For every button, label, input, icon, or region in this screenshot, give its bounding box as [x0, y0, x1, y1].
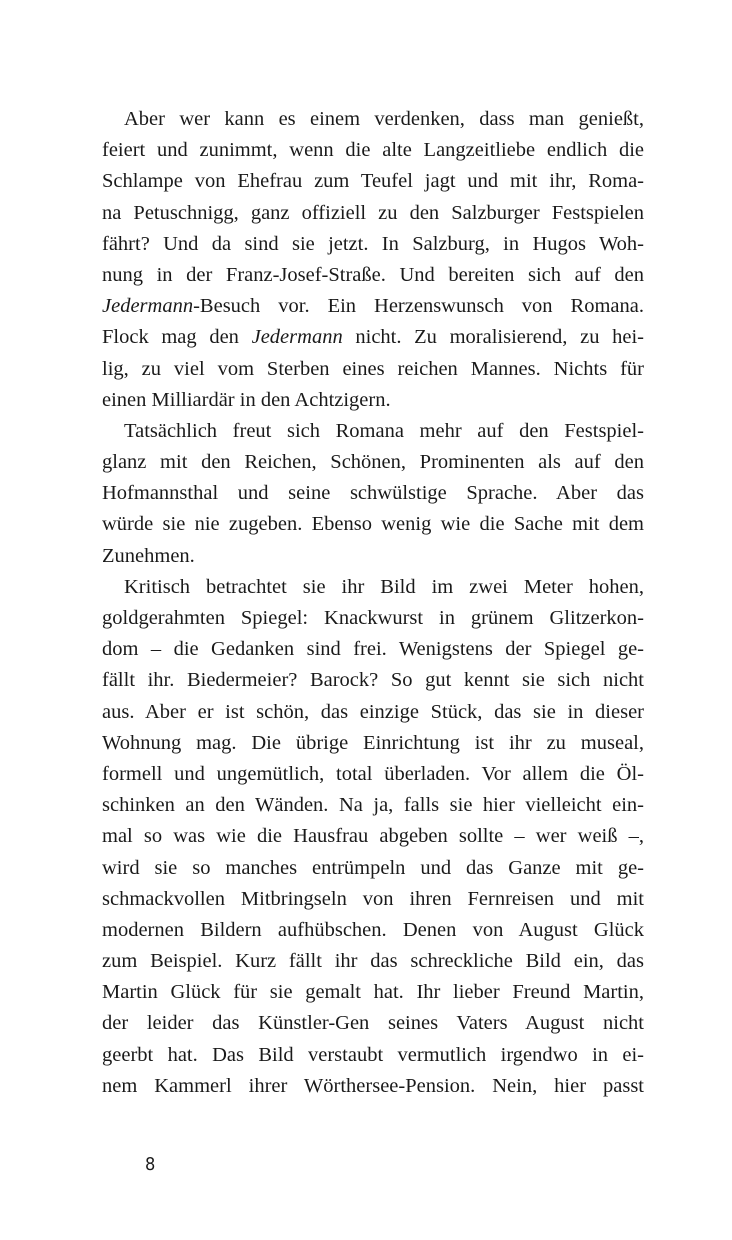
text-run: einen Milliardär in den Achtzigern. [102, 388, 391, 411]
text-line [102, 354, 644, 385]
text-run: nicht. Zu moralisierend, zu hei- [342, 326, 644, 349]
text-line [102, 977, 644, 1008]
text-run: Kritisch betrachtet sie ihr Bild im zwei Meter hohen, [124, 575, 644, 598]
text-run: wird sie so manches entrümpeln und das Ganze mit ge- [102, 856, 644, 879]
page-number: 8 [145, 1154, 156, 1175]
text-run: Tatsächlich freut sich Romana mehr auf den Festspiel- [124, 419, 644, 442]
text-line [102, 135, 644, 166]
text-line [102, 790, 644, 821]
text-run: glanz mit den Reichen, Schönen, Prominenten als auf den [102, 451, 644, 474]
text-line [102, 759, 644, 790]
text-run: nung in der Franz-Josef-Straße. Und bereiten sich auf den [102, 263, 644, 286]
text-line [102, 104, 644, 135]
text-run: geerbt hat. Das Bild verstaubt vermutlich irgendwo in ei- [102, 1043, 644, 1066]
text-line [102, 697, 644, 728]
text-run: schinken an den Wänden. Na ja, falls sie hier vielleicht ein- [102, 794, 644, 817]
text-line [102, 1071, 644, 1102]
text-run: mal so was wie die Hausfrau abgeben sollte – wer weiß –, [102, 825, 644, 848]
text-line [102, 478, 644, 509]
text-run: würde sie nie zugeben. Ebenso wenig wie die Sache mit dem [102, 513, 644, 536]
text-run: goldgerahmten Spiegel: Knackwurst in grünem Glitzerkon- [102, 607, 644, 629]
text-line [102, 385, 644, 416]
text-line [102, 572, 644, 603]
text-line [102, 447, 644, 478]
text-run: Hofmannsthal und seine schwülstige Sprache. Aber das [102, 482, 644, 505]
text-run: fällt ihr. Biedermeier? Barock? So gut kennt sie sich nicht [102, 669, 644, 692]
text-line [102, 853, 644, 884]
text-line [102, 260, 644, 291]
text-run: der leider das Künstler-Gen seines Vaters August nicht [102, 1012, 644, 1035]
text-run: Flock mag den [102, 326, 252, 349]
text-line [102, 541, 644, 572]
text-line [102, 291, 644, 322]
text-run: modernen Bildern aufhübschen. Denen von August Glück [102, 918, 644, 941]
text-run: -Besuch vor. Ein Herzenswunsch von Romana. [193, 295, 644, 318]
text-run: lig, zu viel vom Sterben eines reichen Mannes. Nichts für [102, 357, 644, 380]
text-run: Martin Glück für sie gemalt hat. Ihr lieber Freund Martin, [102, 981, 644, 1004]
text-run: na Petuschnigg, ganz offiziell zu den Salzburger Festspielen [102, 201, 644, 224]
text-line [102, 1040, 644, 1071]
text-line [102, 915, 644, 946]
text-run: Zunehmen. [102, 544, 195, 567]
text-line [102, 603, 644, 634]
text-run: nem Kammerl ihrer Wörthersee-Pension. Nein, hier passt [102, 1074, 644, 1097]
text-run: Wohnung mag. Die übrige Einrichtung ist ihr zu museal, [102, 731, 644, 754]
text-run: aus. Aber er ist schön, das einzige Stück, das sie in dieser [102, 700, 644, 723]
paragraph [102, 572, 644, 1102]
text-line [102, 322, 644, 353]
text-run: Aber wer kann es einem verdenken, dass man genießt, [124, 108, 644, 130]
text-line [102, 821, 644, 852]
text-run: zum Beispiel. Kurz fällt ihr das schreckliche Bild ein, das [102, 950, 644, 973]
text-run: dom – die Gedanken sind frei. Wenigstens der Spiegel ge- [102, 638, 644, 661]
text-line [102, 728, 644, 759]
text-line [102, 416, 644, 447]
body-text [102, 104, 644, 1102]
paragraph [102, 416, 644, 572]
text-line [102, 884, 644, 915]
text-line [102, 229, 644, 260]
italic-title: Jedermann [251, 326, 343, 349]
text-line [102, 509, 644, 540]
text-line [102, 1008, 644, 1039]
paragraph [102, 104, 644, 416]
text-line [102, 198, 644, 229]
text-run: formell und ungemütlich, total überladen. Vor allem die Öl- [102, 762, 644, 785]
text-line [102, 665, 644, 696]
italic-title: Jedermann [102, 295, 194, 318]
text-run: fährt? Und da sind sie jetzt. In Salzburg, in Hugos Woh- [102, 232, 644, 255]
text-run: schmackvollen Mitbringseln von ihren Fernreisen und mit [102, 887, 644, 910]
text-run: Schlampe von Ehefrau zum Teufel jagt und mit ihr, Roma- [102, 170, 644, 193]
text-line [102, 634, 644, 665]
text-line [102, 946, 644, 977]
text-line [102, 166, 644, 197]
text-run: feiert und zunimmt, wenn die alte Langzeitliebe endlich die [102, 139, 644, 162]
